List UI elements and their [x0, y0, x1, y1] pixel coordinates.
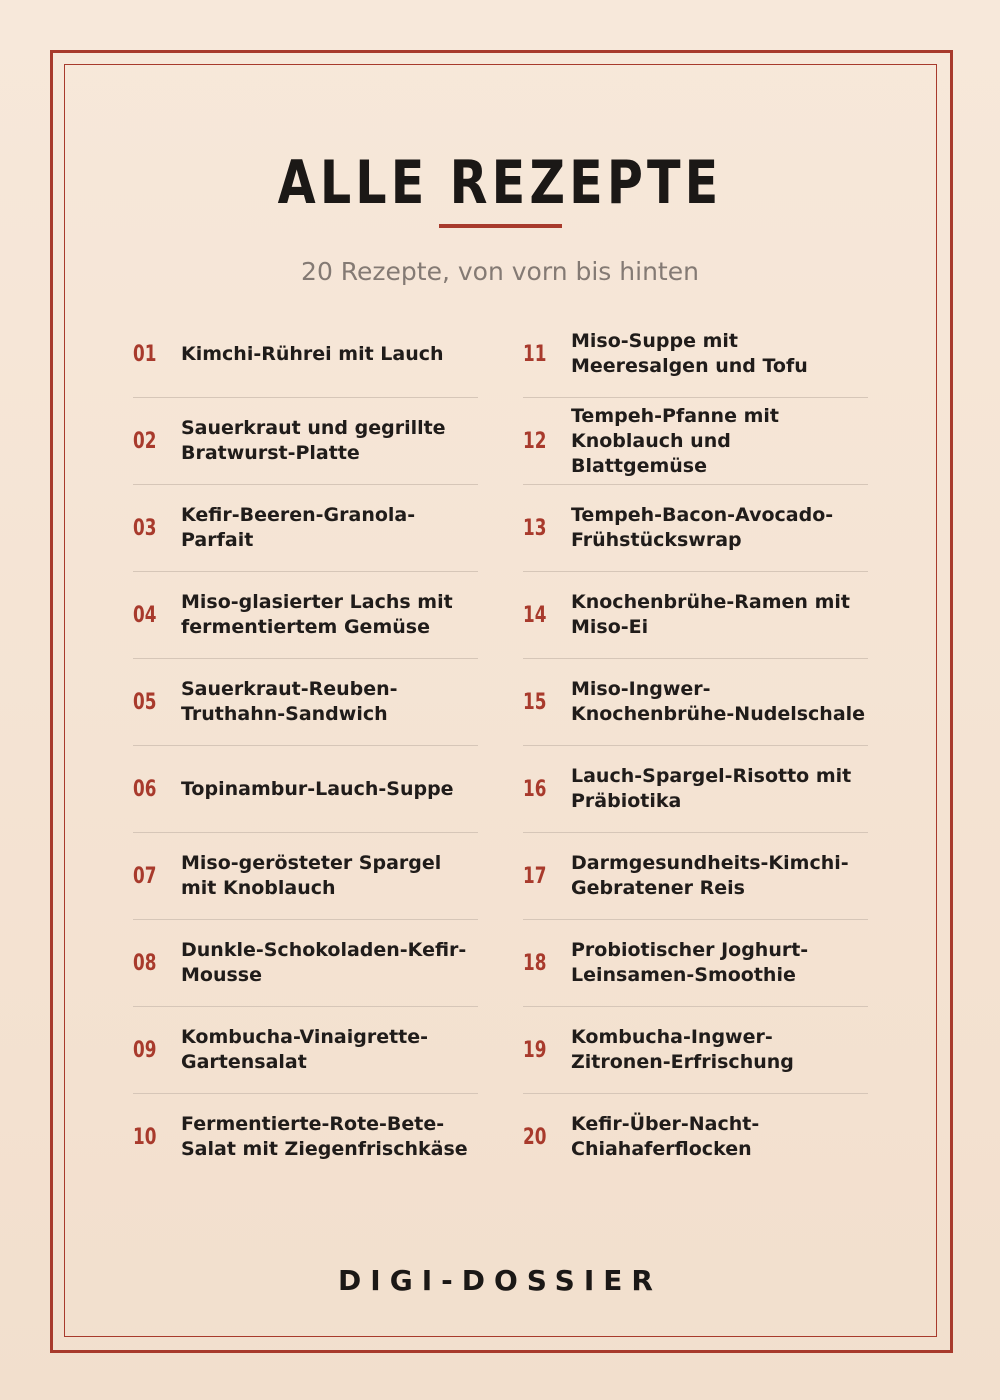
recipe-item [523, 484, 868, 571]
recipe-item [523, 1093, 868, 1180]
recipe-item [133, 832, 478, 919]
recipe-item [133, 311, 478, 397]
recipe-number: 02 [133, 428, 157, 454]
recipe-number: 09 [133, 1037, 157, 1063]
recipe-name: Kombucha-Ingwer-Zitronen-Erfrischung [571, 1026, 794, 1073]
recipe-number: 14 [523, 602, 547, 628]
recipe-name: Miso-glasierter Lachs mit fermentiertem Gemüse [181, 591, 453, 638]
recipe-number: 06 [133, 776, 157, 802]
recipe-number: 20 [523, 1124, 547, 1150]
recipe-item [133, 1006, 478, 1093]
recipe-number: 13 [523, 515, 547, 541]
recipe-number: 12 [523, 428, 547, 454]
recipe-number: 15 [523, 689, 547, 715]
recipe-number: 03 [133, 515, 157, 541]
title-underline [439, 224, 562, 228]
recipe-name: Dunkle-Schokoladen-Kefir-Mousse [181, 939, 467, 986]
recipe-number: 10 [133, 1124, 157, 1150]
recipe-name: Sauerkraut-Reuben-Truthahn-Sandwich [181, 678, 398, 725]
recipe-name: Miso-gerösteter Spargel mit Knoblauch [181, 852, 442, 899]
page-title: ALLE REZEPTE [277, 148, 723, 218]
recipe-name: Miso-Ingwer-Knochenbrühe-Nudelschale [571, 678, 866, 725]
recipe-list-left [133, 311, 478, 1180]
recipe-number: 05 [133, 689, 157, 715]
recipe-number: 16 [523, 776, 547, 802]
recipe-name: Miso-Suppe mit Meeresalgen und Tofu [571, 330, 808, 377]
recipe-list-right [523, 311, 868, 1180]
recipe-item [523, 571, 868, 658]
recipe-number: 17 [523, 863, 547, 889]
recipe-item [133, 919, 478, 1006]
recipe-number: 04 [133, 602, 157, 628]
recipe-item [133, 397, 478, 484]
recipe-name: Kimchi-Rührei mit Lauch [181, 342, 444, 365]
recipe-item [133, 745, 478, 832]
recipe-item [523, 1006, 868, 1093]
recipe-name: Fermentierte-Rote-Bete-Salat mit Ziegenfrischkäse [181, 1113, 468, 1160]
recipe-item [133, 658, 478, 745]
recipe-item [523, 832, 868, 919]
recipe-name: Knochenbrühe-Ramen mit Miso-Ei [571, 591, 850, 638]
recipe-name: Tempeh-Bacon-Avocado-Frühstückswrap [571, 504, 834, 551]
recipe-item [523, 745, 868, 832]
recipe-number: 18 [523, 950, 547, 976]
recipe-item [523, 397, 868, 484]
recipe-number: 01 [133, 341, 157, 367]
recipe-name: Tempeh-Pfanne mit Knoblauch und Blattgemüse [571, 404, 779, 477]
recipe-number: 11 [523, 341, 547, 367]
recipe-item [133, 1093, 478, 1180]
recipe-name: Probiotischer Joghurt-Leinsamen-Smoothie [571, 939, 809, 986]
recipe-item [133, 484, 478, 571]
recipe-item [133, 571, 478, 658]
page-subtitle: 20 Rezepte, von vorn bis hinten [301, 257, 699, 286]
recipe-item [523, 311, 868, 397]
recipe-name: Lauch-Spargel-Risotto mit Präbiotika [571, 765, 852, 812]
recipe-number: 19 [523, 1037, 547, 1063]
recipe-name: Kombucha-Vinaigrette-Gartensalat [181, 1026, 429, 1073]
recipe-number: 07 [133, 863, 157, 889]
footer-brand: DIGI-DOSSIER [338, 1264, 662, 1297]
recipe-item [523, 919, 868, 1006]
recipe-number: 08 [133, 950, 157, 976]
recipe-name: Topinambur-Lauch-Suppe [181, 777, 454, 800]
recipe-name: Kefir-Beeren-Granola-Parfait [181, 504, 416, 551]
recipe-name: Kefir-Über-Nacht-Chiahaferflocken [571, 1113, 760, 1160]
recipe-name: Sauerkraut und gegrillte Bratwurst-Platte [181, 417, 446, 464]
recipe-name: Darmgesundheits-Kimchi-Gebratener Reis [571, 852, 849, 899]
recipe-item [523, 658, 868, 745]
